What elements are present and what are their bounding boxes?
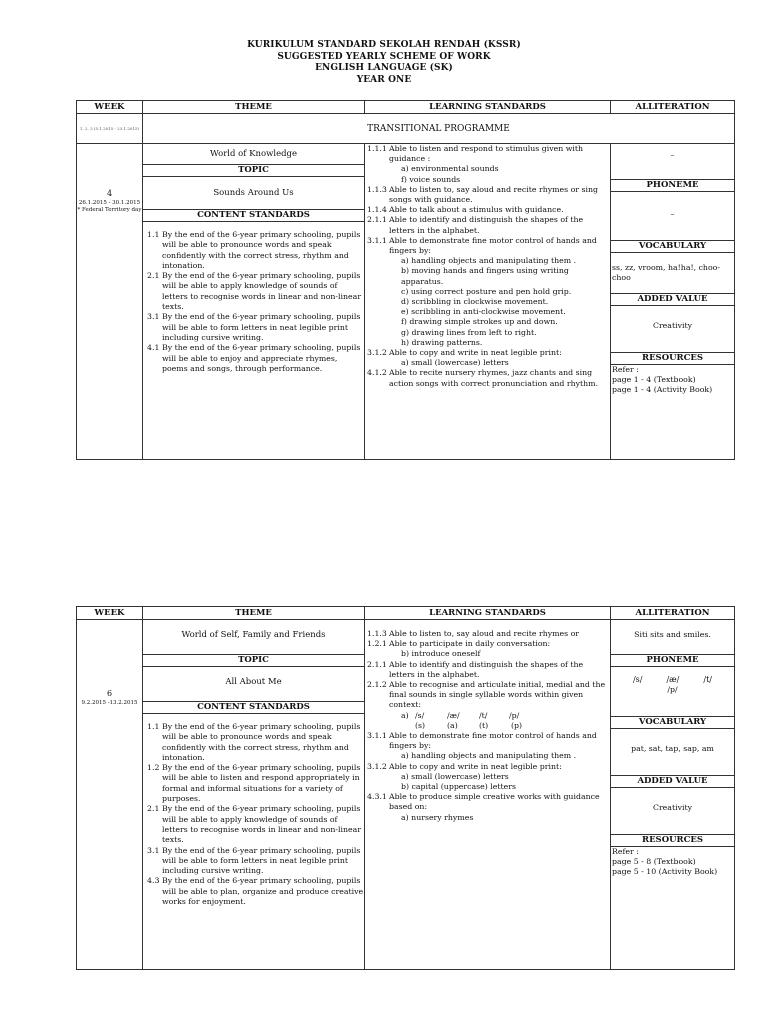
letters-row (365, 721, 610, 731)
learning-standard-number: 1.1.3 (367, 184, 387, 194)
learning-standard-subitem: a) environmental sounds (401, 164, 499, 174)
column-learning-standards: LEARNING STANDARDS (365, 607, 611, 620)
content-standard-text: By the end of the 6-year primary schooling, pupils will be able to enjoy and appreciate rhymes, poems and songs, through performance. (162, 343, 361, 373)
learning-standard-text: Able to listen to, say aloud and recite rhymes or sing songs with guidance. (389, 184, 599, 205)
learning-standard-item (365, 629, 610, 639)
phoneme-item: /æ/ (666, 675, 680, 684)
learning-standard-subitem: e) scribbling in anti-clockwise movement. (401, 307, 566, 317)
learning-standard-text: Able to copy and write in neat legible print: (389, 761, 562, 771)
learning-standard-text: Able to demonstrate fine motor control of hands and fingers by: (389, 235, 597, 256)
sounds-row (365, 711, 610, 721)
resources-label: RESOURCES (611, 834, 734, 847)
letter-item: (p) (511, 720, 523, 730)
learning-standard-subitem: a) handling objects and manipulating them . (401, 751, 577, 761)
learning-standard-number: 3.1.2 (367, 761, 387, 771)
header-line: SUGGESTED YEARLY SCHEME OF WORK (277, 51, 491, 62)
scheme-table-week-6 (76, 606, 735, 970)
learning-standards-list (365, 620, 611, 970)
learning-standard-item (365, 185, 610, 205)
learning-standard-subitem: d) scribbling in clockwise movement. (401, 297, 549, 307)
topic-label: TOPIC (143, 654, 364, 667)
vocabulary-label: VOCABULARY (611, 240, 734, 253)
resource-item: page 5 - 8 (Textbook) (612, 857, 696, 866)
added-value-value: Creativity (652, 803, 693, 812)
learning-standard-subitem: b) moving hands and fingers using writing apparatus. (401, 266, 569, 286)
theme-value: World of Self, Family and Friends (181, 630, 326, 640)
resource-item: Refer : (612, 365, 639, 374)
header-line: KURIKULUM STANDARD SEKOLAH RENDAH (KSSR) (247, 40, 521, 50)
alliteration-value: Siti sits and smiles. (634, 630, 711, 639)
learning-standard-number: 2.1.1 (367, 659, 387, 669)
content-standards-list (143, 222, 364, 374)
learning-standard-item (365, 215, 610, 235)
sound-item: /s/ (415, 710, 425, 720)
column-theme: THEME (143, 607, 365, 620)
topic-value: All About Me (225, 677, 282, 687)
phoneme-label: PHONEME (611, 654, 734, 667)
phoneme-item: /t/ (703, 675, 712, 684)
learning-standard-text: Able to copy and write in neat legible print: (389, 348, 562, 358)
resource-item: page 5 - 10 (Activity Book) (612, 867, 718, 876)
content-standard-number: 4.3 (147, 876, 160, 886)
learning-standard-item (365, 660, 610, 680)
learning-standards-list (365, 144, 611, 460)
learning-standard-number: 4.3.1 (367, 792, 387, 802)
column-week: WEEK (77, 101, 143, 114)
content-standard-number: 1.2 (147, 763, 160, 773)
content-standard-item (147, 722, 364, 763)
document-header (0, 40, 768, 86)
learning-standard-number: 1.1.3 (367, 629, 387, 638)
column-theme: THEME (143, 101, 365, 114)
content-standard-text: By the end of the 6-year primary schooling, pupils will be able to pronounce words and speak confidently with the correct stress, rhythm and intonation. (162, 722, 361, 762)
resource-item: page 1 - 4 (Textbook) (612, 375, 696, 384)
learning-standard-item (365, 205, 610, 215)
learning-standard-item (365, 236, 610, 256)
learning-standard-subitem: b) introduce oneself (401, 649, 481, 659)
resource-item: page 1 - 4 (Activity Book) (612, 385, 713, 394)
column-learning-standards: LEARNING STANDARDS (365, 101, 611, 114)
learning-standard-number: 1.1.4 (367, 205, 387, 215)
topic-value: Sounds Around Us (213, 188, 294, 198)
phoneme-item: /p/ (667, 685, 678, 694)
content-standard-number: 2.1 (147, 271, 160, 281)
learning-standard-subitem: a) small (lowercase) letters (401, 358, 509, 368)
week-dates: 9.2.2015 -13.2.2015 (81, 700, 138, 706)
phoneme-values (611, 667, 734, 716)
learning-standard-text: Able to identify and distinguish the shapes of the letters in the alphabet. (389, 215, 584, 235)
learning-standard-number: 4.1.2 (367, 368, 387, 378)
content-standards-label: CONTENT STANDARDS (143, 209, 364, 222)
column-alliteration: ALLITERATION (611, 607, 735, 620)
learning-standard-text: Able to participate in daily conversation: (389, 639, 551, 649)
learning-standard-item (365, 792, 610, 812)
learning-standard-text: Able to identify and distinguish the shapes of the letters in the alphabet. (389, 659, 584, 679)
week-number: 4 (106, 189, 113, 198)
content-standard-text: By the end of the 6-year primary schooling, pupils will be able to apply knowledge of sounds of letters to recognise words in linear and non-linear texts. (162, 271, 362, 312)
week-dates: 26.1.2015 - 30.1.2015 (78, 200, 141, 206)
added-value-value: Creativity (652, 321, 693, 330)
learning-standard-number: 2.1.1 (367, 215, 387, 225)
content-standard-item (147, 343, 364, 374)
learning-standard-subitem: h) drawing patterns. (401, 337, 483, 347)
sound-item: a) (401, 710, 409, 720)
learning-standard-text: Able to recite nursery rhymes, jazz chants and sing action songs with correct pronunciation and rhythm. (389, 368, 599, 388)
learning-standard-subitem: f) drawing simple strokes up and down. (401, 317, 558, 327)
content-standard-item (147, 763, 364, 804)
learning-standard-text: Able to listen and respond to stimulus given with guidance : (389, 144, 584, 164)
learning-standard-text: Able to produce simple creative works with guidance based on: (389, 792, 600, 812)
added-value-label: ADDED VALUE (611, 293, 734, 306)
week-range: 1, 2, 3 (5.1.2015 - 23.1.2015) (79, 126, 140, 131)
alliteration-value: – (670, 150, 675, 159)
content-standard-text: By the end of the 6-year primary schooling, pupils will be able to form letters in neat legible print including cursive writing. (162, 845, 361, 876)
vocabulary-label: VOCABULARY (611, 716, 734, 729)
phoneme-label: PHONEME (611, 179, 734, 192)
learning-standard-number: 1.1.1 (367, 144, 387, 153)
learning-standard-item (365, 680, 610, 711)
vocabulary-value: ss, zz, vroom, ha!ha!, choo-choo (612, 263, 720, 282)
column-alliteration: ALLITERATION (611, 101, 735, 114)
header-line: ENGLISH LANGUAGE (SK) (315, 63, 453, 73)
week-number: 6 (106, 689, 113, 698)
learning-standard-text: Able to demonstrate fine motor control of hands and fingers by: (389, 731, 597, 751)
resources-list (611, 365, 734, 395)
sound-item: /p/ (509, 710, 520, 720)
learning-standard-text: Able to recognise and articulate initial, medial and the final sounds in single syllable words within given context: (389, 680, 606, 710)
learning-standard-item (365, 731, 610, 751)
learning-standard-item (365, 348, 610, 358)
learning-standard-subitem: f) voice sounds (401, 174, 461, 184)
content-standard-item (147, 804, 364, 845)
learning-standard-subitem: a) small (lowercase) letters (401, 771, 509, 781)
sound-item: /æ/ (447, 710, 460, 720)
learning-standard-subitem: a) nursery rhymes (401, 812, 474, 822)
learning-standard-subitem: a) handling objects and manipulating them . (401, 256, 577, 266)
content-standards-label: CONTENT STANDARDS (143, 701, 364, 714)
learning-standard-subitem: g) drawing lines from left to right. (401, 327, 537, 337)
learning-standard-text: Able to listen to, say aloud and recite rhymes or (389, 629, 580, 638)
learning-standard-item (365, 368, 610, 388)
vocabulary-value: pat, sat, tap, sap, am (631, 744, 714, 753)
content-standard-number: 3.1 (147, 845, 160, 855)
learning-standard-number: 3.1.1 (367, 235, 387, 245)
resources-label: RESOURCES (611, 352, 734, 365)
transitional-programme: TRANSITIONAL PROGRAMME (143, 114, 735, 144)
content-standard-item (147, 230, 364, 271)
scheme-table-week-4 (76, 100, 735, 460)
theme-value: World of Knowledge (209, 149, 298, 159)
learning-standard-number: 1.2.1 (367, 639, 387, 649)
content-standard-text: By the end of the 6-year primary schooling, pupils will be able to listen and respond appropriately in formal and informal situations for a variety of purposes. (162, 763, 361, 804)
letter-item: (s) (415, 720, 426, 730)
letter-item: (t) (479, 720, 489, 730)
letter-item: (a) (447, 720, 458, 730)
learning-standard-item (365, 144, 610, 164)
content-standard-item (147, 846, 364, 877)
content-standards-list (143, 714, 364, 907)
content-standard-text: By the end of the 6-year primary schooling, pupils will be able to form letters in neat legible print including cursive writing. (162, 312, 361, 342)
content-standard-text: By the end of the 6-year primary schooling, pupils will be able to pronounce words and speak confidently with the correct stress, rhythm and intonation. (162, 230, 361, 270)
learning-standard-number: 3.1.1 (367, 731, 387, 741)
phoneme-value: – (670, 209, 675, 218)
learning-standard-item (365, 639, 610, 649)
learning-standard-subitem: c) using correct posture and pen hold grip. (401, 286, 572, 296)
learning-standard-number: 3.1.2 (367, 348, 387, 358)
content-standard-number: 3.1 (147, 312, 160, 322)
resource-item: Refer : (612, 847, 639, 856)
added-value-label: ADDED VALUE (611, 775, 734, 788)
topic-label: TOPIC (143, 164, 364, 177)
learning-standard-subitem: b) capital (uppercase) letters (401, 782, 517, 792)
content-standard-number: 1.1 (147, 230, 160, 239)
week-note: * Federal Territory day (77, 207, 142, 213)
content-standard-number: 4.1 (147, 343, 160, 353)
content-standard-item (147, 271, 364, 312)
phoneme-item: /s/ (632, 675, 643, 684)
column-week: WEEK (77, 607, 143, 620)
content-standard-item (147, 312, 364, 343)
content-standard-number: 2.1 (147, 804, 160, 814)
content-standard-text: By the end of the 6-year primary schooling, pupils will be able to plan, organize and produce creative works for enjoyment. (162, 876, 364, 907)
resources-list (611, 847, 734, 877)
content-standard-number: 1.1 (147, 722, 160, 731)
learning-standard-number: 2.1.2 (367, 680, 387, 690)
sound-item: /t/ (479, 710, 488, 720)
content-standard-text: By the end of the 6-year primary schooling, pupils will be able to apply knowledge of sounds of letters to recognise words in linear and non-linear texts. (162, 804, 362, 845)
learning-standard-text: Able to talk about a stimulus with guidance. (389, 205, 564, 215)
content-standard-item (147, 876, 364, 907)
learning-standard-item (365, 762, 610, 772)
header-line: YEAR ONE (356, 74, 412, 85)
